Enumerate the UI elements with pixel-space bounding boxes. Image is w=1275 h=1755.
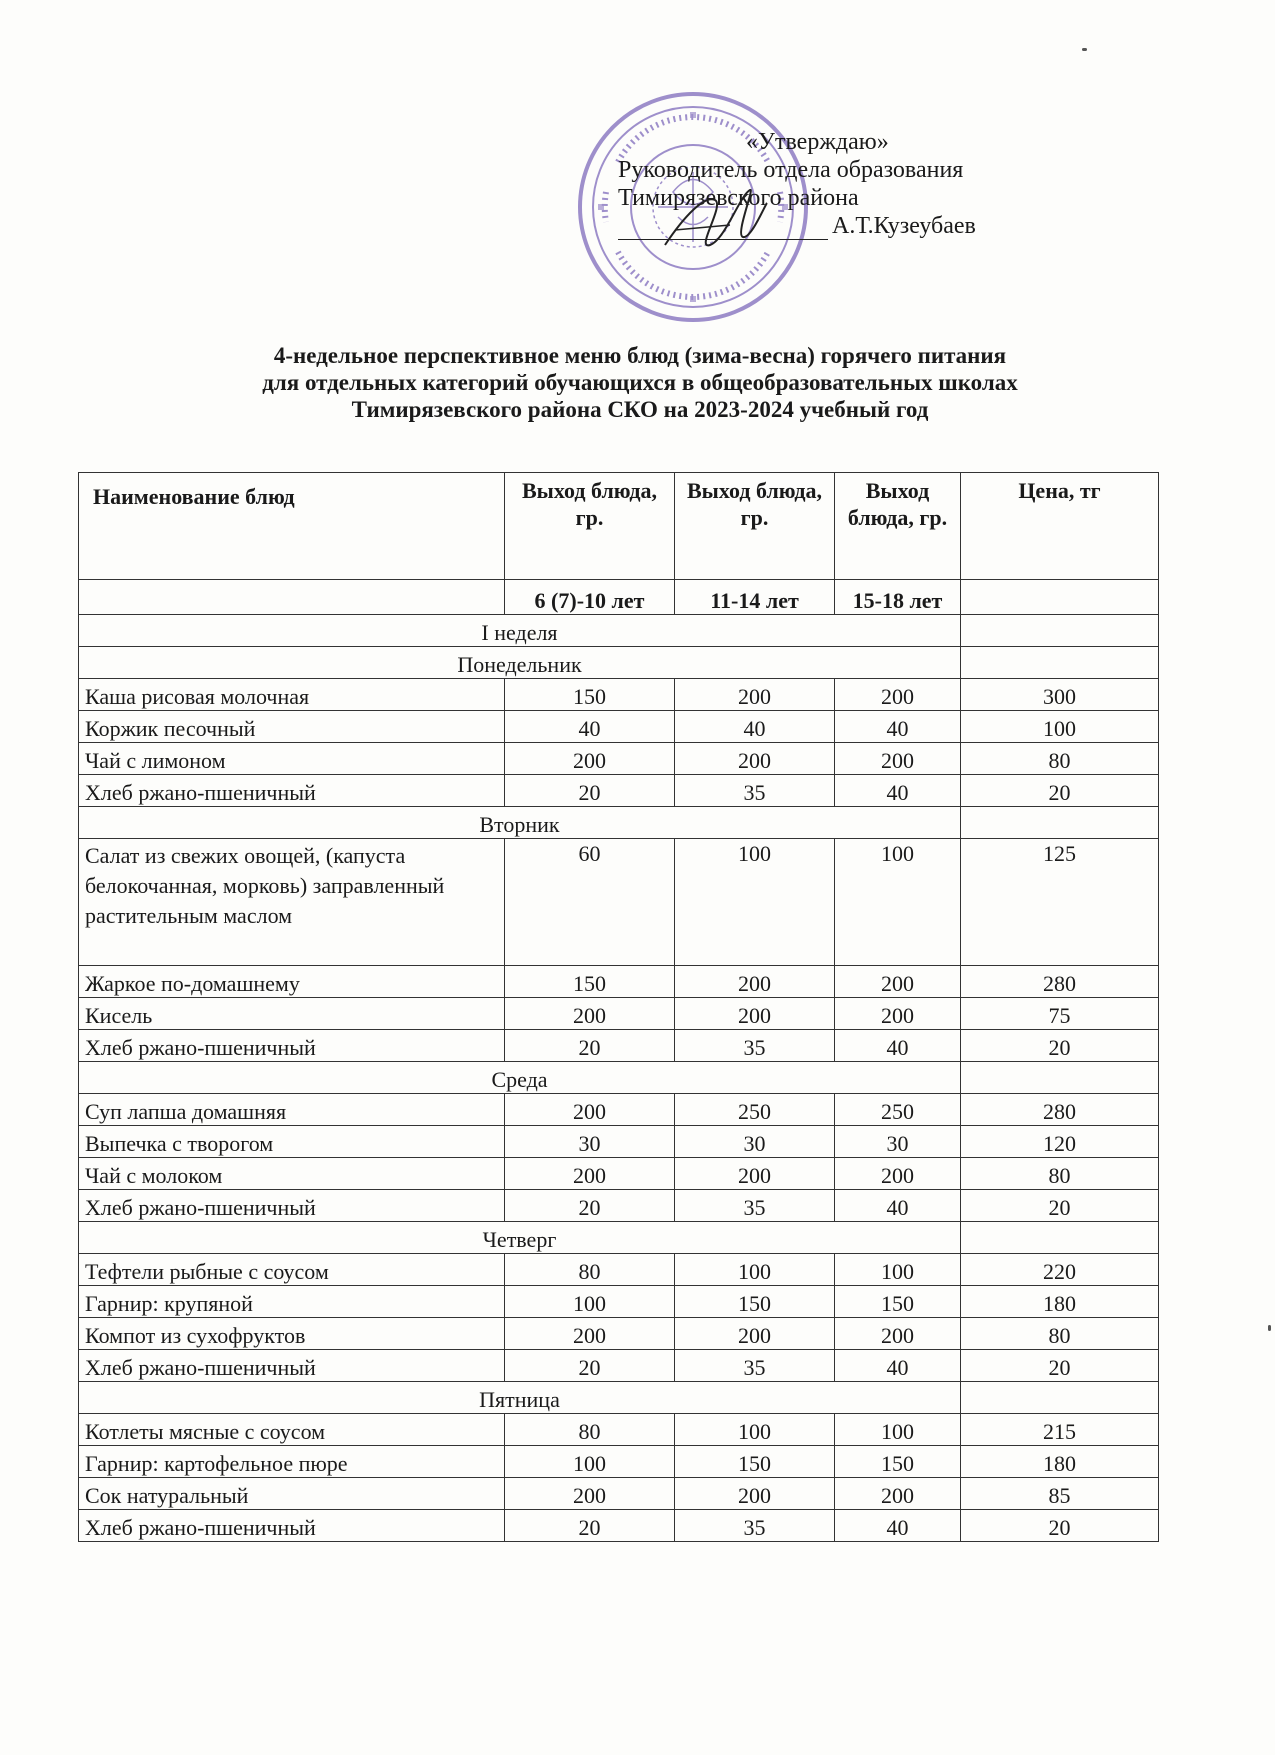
dish-name: Коржик песочный: [79, 711, 505, 743]
yield-age-3: 250: [835, 1094, 961, 1126]
age-empty-price: [961, 580, 1159, 615]
yield-age-2: 250: [675, 1094, 835, 1126]
approval-district: Тимирязевского района: [618, 185, 859, 211]
approval-position: Руководитель отдела образования: [618, 157, 964, 183]
yield-age-2: 150: [675, 1286, 835, 1318]
day-label-thursday: Четверг: [79, 1222, 961, 1254]
yield-age-1: 20: [505, 1510, 675, 1542]
yield-age-2: 200: [675, 1478, 835, 1510]
dish-name: Хлеб ржано-пшеничный: [79, 1190, 505, 1222]
yield-age-1: 40: [505, 711, 675, 743]
yield-age-1: 80: [505, 1254, 675, 1286]
table-row: [79, 1510, 1159, 1542]
dish-name: Жаркое по-домашнему: [79, 966, 505, 998]
dish-name: Суп лапша домашняя: [79, 1094, 505, 1126]
dish-price: 215: [961, 1414, 1159, 1446]
age-empty-cell: [79, 580, 505, 615]
yield-age-2: 200: [675, 998, 835, 1030]
yield-age-1: 200: [505, 1318, 675, 1350]
day-row: [79, 1062, 1159, 1094]
dish-name: Тефтели рыбные с соусом: [79, 1254, 505, 1286]
dish-name: Котлеты мясные с соусом: [79, 1414, 505, 1446]
day-label-monday: Понедельник: [79, 647, 961, 679]
dish-price: 20: [961, 775, 1159, 807]
approval-heading: «Утверждаю»: [746, 129, 889, 155]
document-title: [100, 342, 1180, 423]
dish-name: Каша рисовая молочная: [79, 679, 505, 711]
yield-age-3: 200: [835, 743, 961, 775]
yield-age-2: 35: [675, 775, 835, 807]
dish-name: Салат из свежих овощей, (капуста белокочанная, морковь) заправленный растительным маслом: [79, 839, 505, 966]
header-yield-2: Выход блюда, гр.: [675, 473, 835, 580]
table-header-row: [79, 473, 1159, 580]
dish-name: Чай с лимоном: [79, 743, 505, 775]
dish-price: 100: [961, 711, 1159, 743]
yield-age-2: 200: [675, 966, 835, 998]
dish-name: Чай с молоком: [79, 1158, 505, 1190]
yield-age-2: 100: [675, 1414, 835, 1446]
yield-age-1: 150: [505, 966, 675, 998]
day-label-friday: Пятница: [79, 1382, 961, 1414]
yield-age-1: 80: [505, 1414, 675, 1446]
yield-age-1: 200: [505, 998, 675, 1030]
yield-age-1: 200: [505, 1478, 675, 1510]
yield-age-2: 35: [675, 1030, 835, 1062]
yield-age-3: 100: [835, 1254, 961, 1286]
yield-age-1: 20: [505, 1350, 675, 1382]
yield-age-2: 200: [675, 1318, 835, 1350]
table-row: [79, 1414, 1159, 1446]
dish-name: Выпечка с творогом: [79, 1126, 505, 1158]
day-empty-cell: [961, 647, 1159, 679]
header-yield-1: Выход блюда, гр.: [505, 473, 675, 580]
yield-age-2: 30: [675, 1126, 835, 1158]
dish-price: 280: [961, 1094, 1159, 1126]
scan-speck: [1268, 1325, 1271, 1331]
scan-speck: [1082, 48, 1087, 51]
dish-price: 280: [961, 966, 1159, 998]
yield-age-3: 200: [835, 966, 961, 998]
dish-price: 125: [961, 839, 1159, 966]
dish-name: Хлеб ржано-пшеничный: [79, 1510, 505, 1542]
header-yield-3: Выход блюда, гр.: [835, 473, 961, 580]
yield-age-3: 200: [835, 1478, 961, 1510]
yield-age-1: 200: [505, 1158, 675, 1190]
day-empty-cell: [961, 1062, 1159, 1094]
dish-name: Компот из сухофруктов: [79, 1318, 505, 1350]
yield-age-2: 150: [675, 1446, 835, 1478]
yield-age-1: 200: [505, 743, 675, 775]
day-label-wednesday: Среда: [79, 1062, 961, 1094]
table-row: [79, 998, 1159, 1030]
yield-age-2: 100: [675, 839, 835, 966]
dish-price: 180: [961, 1446, 1159, 1478]
yield-age-1: 60: [505, 839, 675, 966]
table-row: [79, 1254, 1159, 1286]
yield-age-3: 200: [835, 1318, 961, 1350]
yield-age-2: 200: [675, 743, 835, 775]
table-row: [79, 966, 1159, 998]
header-dish-name: Наименование блюд: [79, 473, 505, 580]
yield-age-3: 100: [835, 839, 961, 966]
week-empty-cell: [961, 615, 1159, 647]
yield-age-3: 30: [835, 1126, 961, 1158]
table-row: [79, 1318, 1159, 1350]
week-row: [79, 615, 1159, 647]
day-row: [79, 807, 1159, 839]
table-row: [79, 679, 1159, 711]
yield-age-3: 40: [835, 1350, 961, 1382]
day-empty-cell: [961, 1222, 1159, 1254]
yield-age-3: 200: [835, 1158, 961, 1190]
table-row: [79, 711, 1159, 743]
yield-age-1: 100: [505, 1286, 675, 1318]
dish-price: 20: [961, 1350, 1159, 1382]
day-row: [79, 1222, 1159, 1254]
title-line-2: для отдельных категорий обучающихся в общеобразовательных школах: [262, 370, 1018, 395]
dish-name: Хлеб ржано-пшеничный: [79, 1350, 505, 1382]
dish-price: 80: [961, 743, 1159, 775]
yield-age-2: 40: [675, 711, 835, 743]
table-row: [79, 1190, 1159, 1222]
yield-age-3: 200: [835, 998, 961, 1030]
yield-age-3: 40: [835, 775, 961, 807]
dish-price: 220: [961, 1254, 1159, 1286]
week-label: I неделя: [79, 615, 961, 647]
yield-age-1: 20: [505, 1190, 675, 1222]
table-row: [79, 1478, 1159, 1510]
day-label-tuesday: Вторник: [79, 807, 961, 839]
yield-age-1: 20: [505, 775, 675, 807]
table-row: [79, 1350, 1159, 1382]
dish-price: 20: [961, 1190, 1159, 1222]
table-row: [79, 1030, 1159, 1062]
dish-price: 80: [961, 1318, 1159, 1350]
table-row: [79, 1126, 1159, 1158]
dish-price: 20: [961, 1030, 1159, 1062]
dish-name: Гарнир: крупяной: [79, 1286, 505, 1318]
yield-age-1: 30: [505, 1126, 675, 1158]
yield-age-1: 150: [505, 679, 675, 711]
yield-age-3: 40: [835, 1510, 961, 1542]
dish-name: Хлеб ржано-пшеничный: [79, 775, 505, 807]
day-row: [79, 647, 1159, 679]
dish-price: 300: [961, 679, 1159, 711]
day-empty-cell: [961, 1382, 1159, 1414]
dish-name: Кисель: [79, 998, 505, 1030]
dish-price: 85: [961, 1478, 1159, 1510]
yield-age-2: 100: [675, 1254, 835, 1286]
yield-age-1: 100: [505, 1446, 675, 1478]
title-line-1: 4-недельное перспективное меню блюд (зима-весна) горячего питания: [273, 343, 1007, 368]
yield-age-1: 200: [505, 1094, 675, 1126]
title-line-3: Тимирязевского района СКО на 2023-2024 учебный год: [351, 397, 929, 422]
table-row: [79, 1286, 1159, 1318]
dish-name: Хлеб ржано-пшеничный: [79, 1030, 505, 1062]
yield-age-3: 150: [835, 1446, 961, 1478]
yield-age-2: 35: [675, 1510, 835, 1542]
yield-age-2: 200: [675, 1158, 835, 1190]
yield-age-1: 20: [505, 1030, 675, 1062]
dish-price: 20: [961, 1510, 1159, 1542]
yield-age-3: 200: [835, 679, 961, 711]
handwritten-signature: [655, 175, 775, 265]
age-group-3: 15-18 лет: [835, 580, 961, 615]
age-groups-row: [79, 580, 1159, 615]
dish-name: Гарнир: картофельное пюре: [79, 1446, 505, 1478]
yield-age-3: 150: [835, 1286, 961, 1318]
dish-price: 80: [961, 1158, 1159, 1190]
yield-age-2: 200: [675, 679, 835, 711]
yield-age-3: 40: [835, 711, 961, 743]
table-row: [79, 1158, 1159, 1190]
yield-age-2: 35: [675, 1350, 835, 1382]
table-row: [79, 1446, 1159, 1478]
table-row: [79, 839, 1159, 966]
table-row: [79, 743, 1159, 775]
dish-price: 180: [961, 1286, 1159, 1318]
yield-age-3: 100: [835, 1414, 961, 1446]
yield-age-3: 40: [835, 1190, 961, 1222]
age-group-2: 11-14 лет: [675, 580, 835, 615]
age-group-1: 6 (7)-10 лет: [505, 580, 675, 615]
yield-age-3: 40: [835, 1030, 961, 1062]
header-price: Цена, тг: [961, 473, 1159, 580]
day-row: [79, 1382, 1159, 1414]
dish-price: 75: [961, 998, 1159, 1030]
day-empty-cell: [961, 807, 1159, 839]
dish-price: 120: [961, 1126, 1159, 1158]
table-row: [79, 775, 1159, 807]
menu-table: [78, 472, 1159, 1542]
approver-name: А.Т.Кузеубаев: [832, 213, 976, 239]
table-row: [79, 1094, 1159, 1126]
dish-name: Сок натуральный: [79, 1478, 505, 1510]
yield-age-2: 35: [675, 1190, 835, 1222]
